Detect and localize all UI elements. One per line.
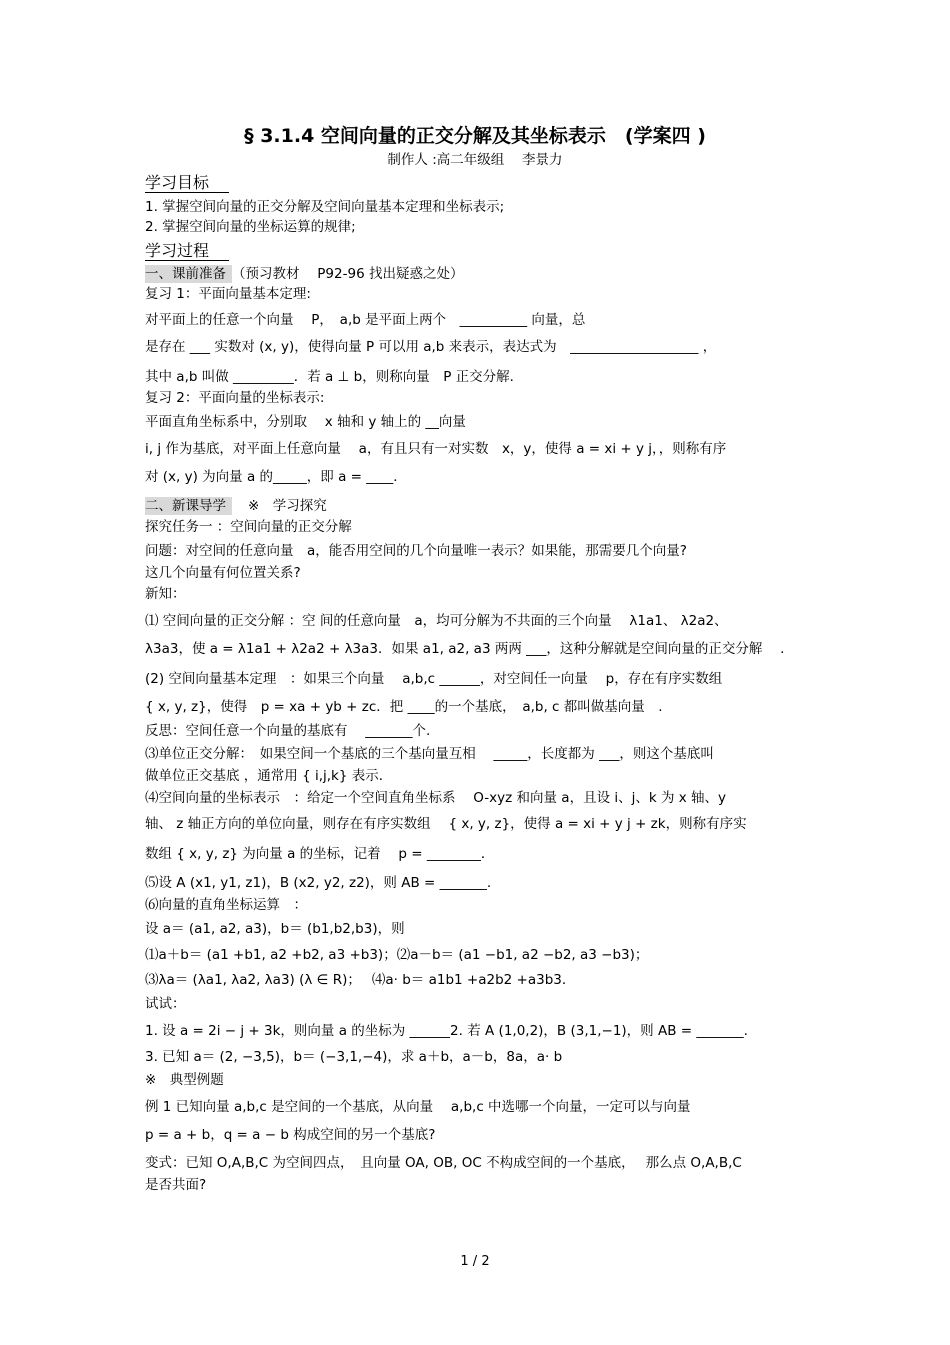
try-heading: 试试：	[145, 996, 186, 1012]
review-1-line3: 其中 a,b 叫做 _________．若 a ⊥ b，则称向量 P 正交分解．	[145, 369, 524, 385]
try-3: 3. 已知 a＝ (2, −3,5)，b＝ (−3,1,−4)，求 a＋b，a－b，8a，a· b	[145, 1049, 563, 1065]
section-process: 学习过程	[145, 238, 229, 261]
page-title: § 3.1.4 空间向量的正交分解及其坐标表示 (学案四 )	[244, 125, 706, 147]
prep-heading: 一、课前准备 （预习教材 P92-96 找出疑惑之处）	[145, 266, 464, 282]
coord-ops-1: ⑴a＋b＝ (a1 +b1, a2 +b2, a3 +b3)；⑵a－b＝ (a1 −b1, a2 −b2, a3 −b3)；	[145, 947, 649, 963]
item-4-line2: 轴、 z 轴正方向的单位向量，则存在有序实数组 { x, y, z}，使得 a = xi + y j + zk，则称有序实	[145, 816, 747, 832]
item-2-line2: { x, y, z}，使得 p = xa + yb + zc．把 ____的一个基底， a,b, c 都叫做基向量 .	[145, 699, 663, 715]
task-1: 探究任务一 ：空间向量的正交分解	[145, 519, 352, 535]
review-2-title: 复习 2：平面向量的坐标表示:	[145, 390, 325, 406]
reflection: 反思：空间任意一个向量的基底有 _______个.	[145, 723, 431, 739]
question-line2: 这几个向量有何位置关系?	[145, 565, 301, 581]
new-heading: 二、新课导学 ※ 学习探究	[145, 498, 327, 514]
variant-line2: 是否共面?	[145, 1177, 207, 1193]
item-4-line3: 数组 { x, y, z} 为向量 a 的坐标，记着 p = ________．	[145, 846, 495, 862]
example-1-line1: 例 1 已知向量 a,b,c 是空间的一个基底，从向量 a,b,c 中选哪一个向量，一定可以与向量	[145, 1099, 691, 1115]
coord-ops-2: ⑶λa＝ (λa1, λa2, λa3) (λ ∈ R)； ⑷a· b＝ a1b1 +a2b2 +a3b3．	[145, 972, 576, 988]
item-1-line1: ⑴ 空间向量的正交分解 ：空 间的任意向量 a，均可分解为不共面的三个向量 λ1a1、 λ2a2、	[145, 613, 728, 629]
item-1-line2: λ3a3，使 a = λ1a1 + λ2a2 + λ3a3．如果 a1, a2, a3 两两 ___，这种分解就是空间向量的正交分解 .	[145, 641, 785, 657]
review-2-line3: 对 (x, y) 为向量 a 的_____，即 a = ____．	[145, 469, 407, 485]
variant-line1: 变式：已知 O,A,B,C 为空间四点， 且向量 OA, OB, OC 不构成空间的一个基底， 那么点 O,A,B,C	[145, 1155, 742, 1171]
review-2-line2: i, j 作为基底，对平面上任意向量 a，有且只有一对实数 x，y，使得 a = xi + y j，，则称有序	[145, 441, 727, 457]
page-number: 1 / 2	[460, 1254, 490, 1269]
examples-heading: ※ 典型例题	[145, 1072, 224, 1088]
item-6: ⑹向量的直角坐标运算 ：	[145, 897, 307, 913]
review-1-line1: 对平面上的任意一个向量 P， a,b 是平面上两个 __________ 向量，总	[145, 312, 586, 328]
item-4-line1: ⑷空间向量的坐标表示 ：给定一个空间直角坐标系 O-xyz 和向量 a，且设 i、j、k 为 x 轴、y	[145, 790, 727, 806]
goal-2: 2. 掌握空间向量的坐标运算的规律;	[145, 219, 356, 235]
try-1: 1. 设 a = 2i − j + 3k，则向量 a 的坐标为 ______2. 若 A (1,0,2)，B (3,1,−1)，则 AB = _______.	[145, 1023, 748, 1039]
section-goals: 学习目标	[145, 170, 229, 193]
review-1-title: 复习 1：平面向量基本定理:	[145, 286, 311, 302]
goal-1: 1. 掌握空间向量的正交分解及空间向量基本定理和坐标表示;	[145, 199, 505, 215]
coord-setup: 设 a＝ (a1, a2, a3)，b＝ (b1,b2,b3)，则	[145, 921, 405, 937]
item-2-line1: (2) 空间向量基本定理 ：如果三个向量 a,b,c ______，对空间任一向量 p，存在有序实数组	[145, 671, 723, 687]
new-knowledge: 新知：	[145, 586, 186, 602]
example-1-line2: p = a + b，q = a − b 构成空间的另一个基底?	[145, 1127, 436, 1143]
review-1-line2: 是存在 ___ 实数对 (x, y)，使得向量 P 可以用 a,b 来表示，表达式为 ___________________ ，	[145, 339, 717, 355]
author-line: 制作人 :高二年级组 李景力	[387, 152, 563, 168]
item-5: ⑸设 A (x1, y1, z1)，B (x2, y2, z2)，则 AB = _______.	[145, 875, 492, 891]
question-line1: 问题：对空间的任意向量 a，能否用空间的几个向量唯一表示？如果能，那需要几个向量?	[145, 543, 687, 559]
item-3-line2: 做单位正交基底 ，通常用 { i,j,k} 表示．	[145, 768, 393, 784]
item-3-line1: ⑶单位正交分解： 如果空间一个基底的三个基向量互相 _____，长度都为 ___，则这个基底叫	[145, 746, 714, 762]
review-2-line1: 平面直角坐标系中，分别取 x 轴和 y 轴上的 __向量	[145, 414, 466, 430]
